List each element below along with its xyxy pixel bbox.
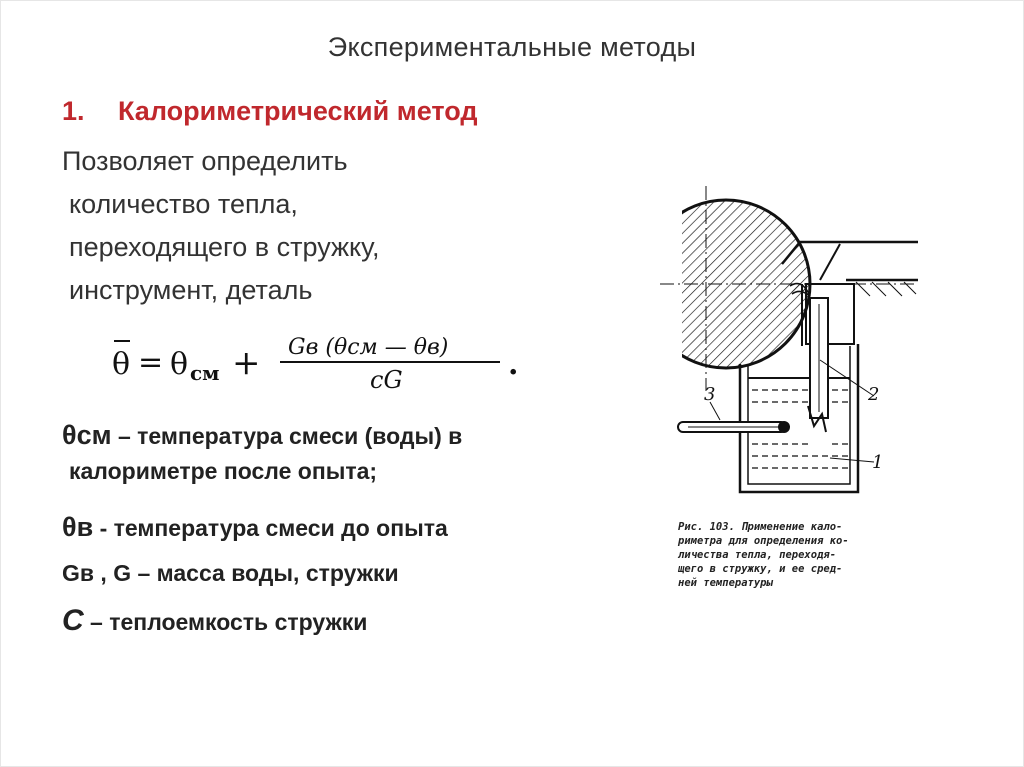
intro-text (62, 140, 379, 312)
intro-line: Позволяет определить (62, 146, 348, 176)
definition-row (62, 560, 399, 587)
definition-text: – масса воды, стружки (131, 560, 399, 586)
definition-row (62, 420, 462, 451)
formula-plus: + (232, 343, 261, 383)
leader-line-1 (830, 458, 874, 462)
caption-line: Рис. 103. Применение кало- (678, 521, 843, 533)
intro-line: количество тепла, (69, 189, 298, 219)
intro-line: инструмент, деталь (69, 275, 313, 305)
section-heading-text: Калориметрический метод (118, 96, 478, 126)
calorimeter-vessel (740, 344, 858, 492)
definition-symbol: θсм (62, 420, 112, 450)
calorimeter-figure (660, 186, 920, 511)
caption-line: личества тепла, переходя- (678, 549, 837, 561)
label-3: 3 (704, 384, 716, 405)
definition-text: калориметре после опыта; (69, 458, 378, 484)
label-1: 1 (872, 452, 884, 473)
formula-denominator: cG (370, 366, 403, 392)
definition-symbol: Gв , G (62, 560, 132, 586)
definition-symbol: С (62, 604, 84, 637)
section-heading (62, 96, 478, 127)
slide-title: Экспериментальные методы (327, 32, 697, 62)
definition-row (69, 458, 377, 485)
definition-text: – теплоемкость стружки (83, 609, 368, 635)
definition-row (62, 604, 367, 638)
formula-term1: θ (170, 347, 189, 382)
figure-caption (678, 520, 928, 590)
formula-lhs: θ (112, 347, 131, 382)
caption-line: ней температуры (678, 577, 773, 589)
intro-line: переходящего в стружку, (69, 232, 380, 262)
formula-equals: = (138, 345, 164, 380)
caption-line: щего в стружку, и ее сред- (678, 563, 843, 575)
formula-term1-sub: см (190, 361, 220, 385)
heat-formula (108, 322, 528, 392)
calorimeter-vessel (748, 346, 850, 484)
section-number: 1. (62, 96, 85, 126)
formula-end: . (508, 347, 519, 382)
thermometer-bulb (778, 421, 790, 433)
formula-numerator: Gв (θсм — θв) (288, 335, 449, 360)
caption-line: риметра для определения ко- (678, 535, 849, 547)
definition-text: - температура смеси до опыта (93, 515, 448, 541)
label-2: 2 (868, 384, 880, 405)
cutting-tool (820, 244, 840, 280)
definition-symbol: θв (62, 512, 94, 542)
definition-text: – температура смеси (воды) в (111, 423, 463, 449)
definition-row (62, 512, 448, 543)
